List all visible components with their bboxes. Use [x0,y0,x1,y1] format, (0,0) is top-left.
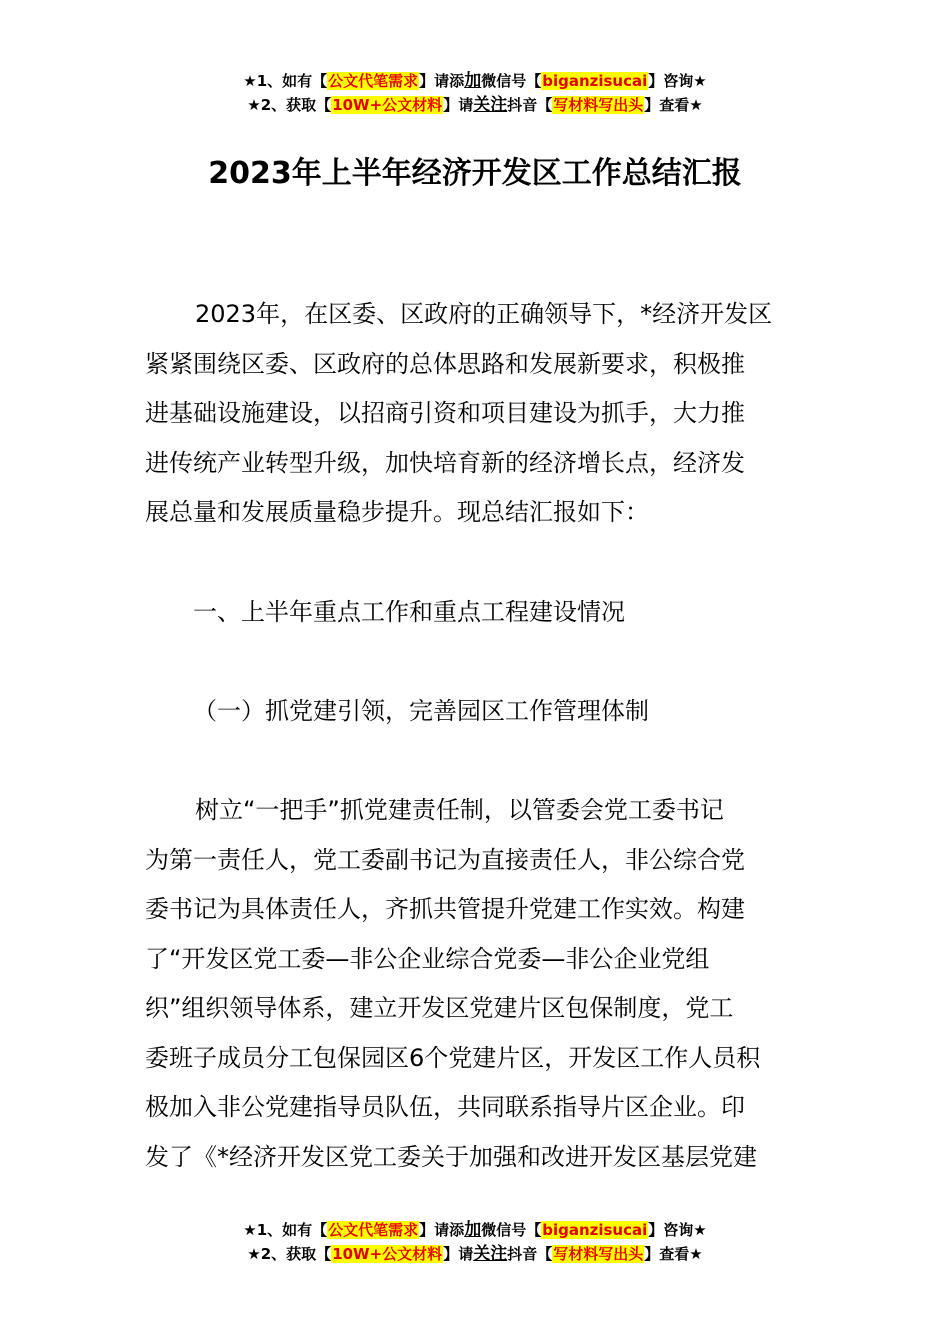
promo-footer-line-1 [0,1219,950,1241]
promo-footer-highlight-wechat-id: biganzisucai [542,1221,648,1239]
promo-line-2-mid: 】请 [443,96,474,114]
body-line: 委班子成员分工包保园区6个党建片区，开发区工作人员积 [145,1043,761,1072]
promo-footer-line-1-underlined: 加 [464,1220,482,1240]
promo-footer-highlight-douyin: 写材料写出头 [553,1245,644,1263]
body-line: 为第一责任人，党工委副书记为直接责任人，非公综合党 [145,845,745,874]
promo-footer-line-1-prefix: ★1、如有【 [243,1221,328,1239]
intro-line: 紧紧围绕区委、区政府的总体思路和发展新要求，积极推 [145,349,745,378]
promo-line-1-prefix: ★1、如有【 [243,72,328,90]
document-title: 2023年上半年经济开发区工作总结汇报 [208,156,742,191]
promo-line-2 [0,94,950,116]
promo-line-1-mid: 】请添 [419,72,465,90]
promo-footer-highlight-ghostwriting: 公文代笔需求 [328,1221,419,1239]
promo-line-1-mid2: 微信号【 [481,72,542,90]
promo-footer-line-2-mid: 】请 [443,1245,474,1263]
subsection-heading-1: （一）抓党建引领，完善园区工作管理体制 [193,697,649,725]
intro-line: 进基础设施建设，以招商引资和项目建设为抓手，大力推 [145,399,745,427]
promo-highlight-ghostwriting: 公文代笔需求 [328,72,419,90]
body-line: 织”组织领导体系，建立开发区党建片区包保制度，党工 [145,994,734,1022]
promo-footer-line-1-mid2: 微信号【 [481,1221,542,1239]
body-line: 了“开发区党工委—非公企业综合党委—非公企业党组 [145,944,710,973]
intro-line: 进传统产业转型升级，加快培育新的经济增长点，经济发 [145,448,745,477]
promo-footer-line-1-mid: 】请添 [419,1221,465,1239]
promo-highlight-wechat-id: biganzisucai [542,72,648,90]
promo-line-1 [0,70,950,92]
promo-line-2-prefix: ★2、获取【 [247,96,332,114]
promo-footer-line-2-underlined: 关注 [473,1244,508,1264]
body-line: 委书记为具体责任人，齐抓共管提升党建工作实效。构建 [145,895,745,923]
promo-footer-line-2-prefix: ★2、获取【 [247,1245,332,1263]
promo-footer-line-2-suffix: 】查看★ [644,1245,703,1263]
body-paragraph [145,786,805,1182]
body-line: 树立“一把手”抓党建责任制，以管委会党工委书记 [195,796,724,824]
promo-line-2-mid2: 抖音【 [507,96,553,114]
section-heading-1: 一、上半年重点工作和重点工程建设情况 [193,598,625,626]
body-line: 极加入非公党建指导员队伍，共同联系指导片区企业。印 [145,1093,745,1121]
intro-line: 2023年，在区委、区政府的正确领导下，*经济开发区 [195,300,773,328]
promo-footer-highlight-materials: 10W+公文材料 [332,1245,443,1263]
promo-highlight-materials: 10W+公文材料 [332,96,443,114]
intro-line: 展总量和发展质量稳步提升。现总结汇报如下： [145,498,649,526]
promo-highlight-douyin: 写材料写出头 [553,96,644,114]
promo-line-1-underlined: 加 [464,71,482,91]
promo-footer-line-1-suffix: 】咨询★ [648,1221,707,1239]
promo-line-2-underlined: 关注 [473,95,508,115]
intro-paragraph [145,290,805,538]
promo-footer-line-2-mid2: 抖音【 [507,1245,553,1263]
promo-footer-line-2 [0,1243,950,1265]
body-line: 发了《*经济开发区党工委关于加强和改进开发区基层党建 [145,1142,757,1171]
promo-line-1-suffix: 】咨询★ [648,72,707,90]
promo-line-2-suffix: 】查看★ [644,96,703,114]
